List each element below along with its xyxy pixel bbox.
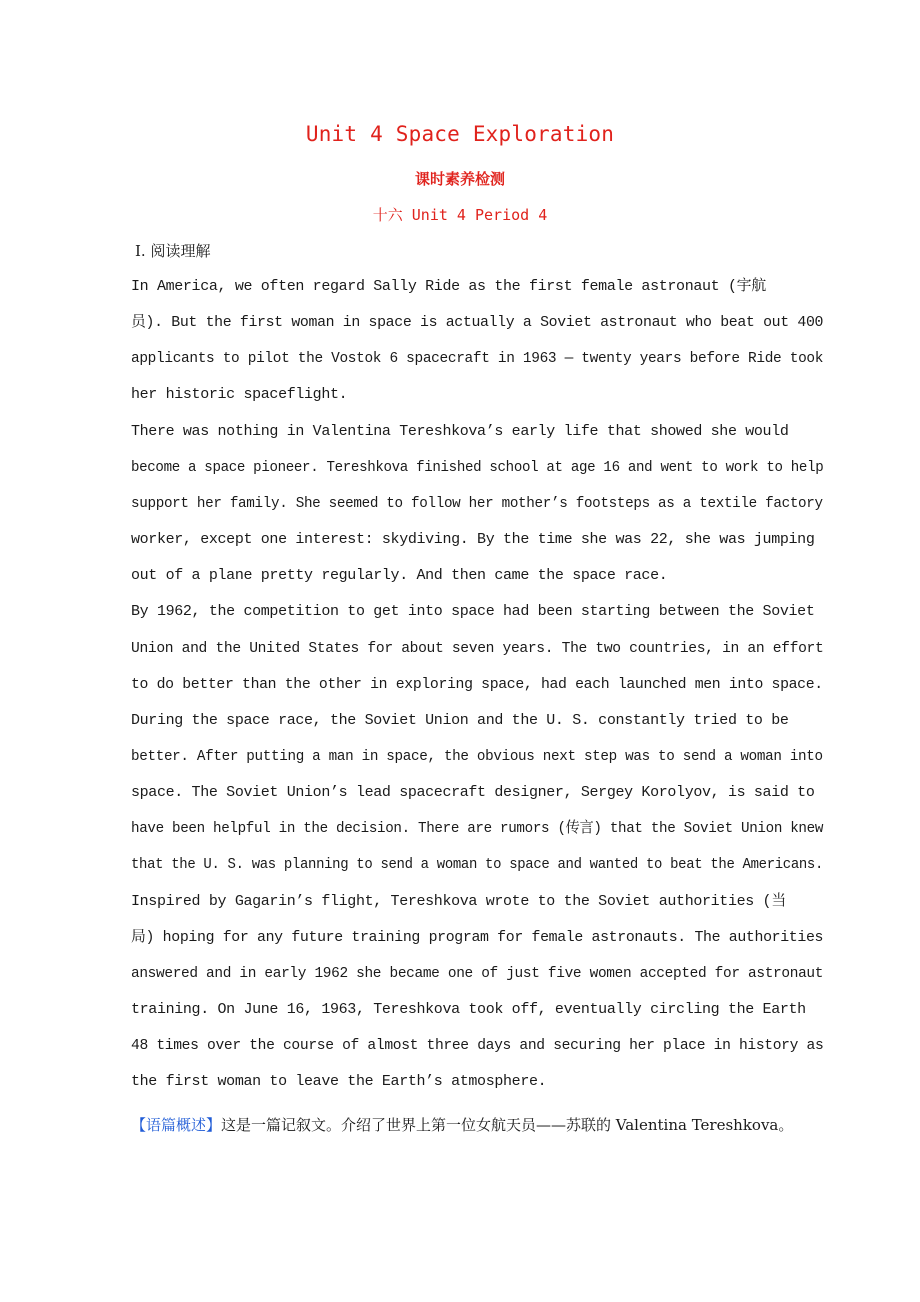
passage-line: 48 times over the course of almost three days and securing her place in history as — [131, 1037, 824, 1055]
passage-line: There was nothing in Valentina Tereshkova’s early life that showed she would — [131, 422, 789, 440]
passage-line: the first woman to leave the Earth’s atmosphere. — [131, 1073, 547, 1091]
page-title: Unit 4 Space Exploration — [305, 122, 615, 146]
passage-line: become a space pioneer. Tereshkova finished school at age 16 and went to work to help — [131, 458, 824, 476]
passage-line: 局) hoping for any future training program for female astronauts. The authorities — [131, 928, 824, 946]
passage-line: By 1962, the competition to get into space had been starting between the Soviet — [131, 603, 815, 621]
passage-line: applicants to pilot the Vostok 6 spacecraft in 1963 — twenty years before Ride took — [131, 350, 824, 368]
passage-line: answered and in early 1962 she became one of just five women accepted for astronaut — [131, 964, 824, 982]
passage-line: her historic spaceflight. — [131, 386, 348, 404]
passage-line: that the U. S. was planning to send a woman to space and wanted to beat the Americans. — [131, 856, 824, 874]
passage-line: Union and the United States for about seven years. The two countries, in an effort — [131, 639, 824, 657]
period-heading: 十六 Unit 4 Period 4 — [372, 206, 548, 224]
passage-line: out of a plane pretty regularly. And then came the space race. — [131, 567, 668, 585]
summary-text: 这是一篇记叙文。介绍了世界上第一位女航天员——苏联的 Valentina Tereshkova。 — [221, 1116, 794, 1134]
passage-line: worker, except one interest: skydiving. By the time she was 22, she was jumping — [131, 531, 815, 549]
passage-line: In America, we often regard Sally Ride as the first female astronaut (宇航 — [131, 278, 766, 295]
passage-line: space. The Soviet Union’s lead spacecraft designer, Sergey Korolyov, is said to — [131, 784, 815, 802]
passage-line: 员). But the first woman in space is actually a Soviet astronaut who beat out 400 — [131, 314, 824, 332]
passage-line: training. On June 16, 1963, Tereshkova took off, eventually circling the Earth — [131, 1001, 806, 1018]
summary-tag: 【语篇概述】 — [131, 1116, 222, 1134]
passage-line: support her family. She seemed to follow her mother’s footsteps as a textile factory — [131, 494, 823, 512]
passage-line: better. After putting a man in space, the obvious next step was to send a woman into — [131, 747, 823, 765]
passage-line: Inspired by Gagarin’s flight, Tereshkova wrote to the Soviet authorities (当 — [131, 892, 786, 910]
passage-line: have been helpful in the decision. There are rumors (传言) that the Soviet Union knew — [131, 820, 824, 838]
summary-paragraph — [131, 1107, 831, 1143]
page-subtitle: 课时素养检测 — [414, 170, 505, 188]
section-heading: Ⅰ. 阅读理解 — [135, 242, 211, 260]
passage-line: to do better than the other in exploring space, had each launched men into space. — [131, 675, 823, 693]
passage-line: During the space race, the Soviet Union and the U. S. constantly tried to be — [131, 711, 789, 729]
